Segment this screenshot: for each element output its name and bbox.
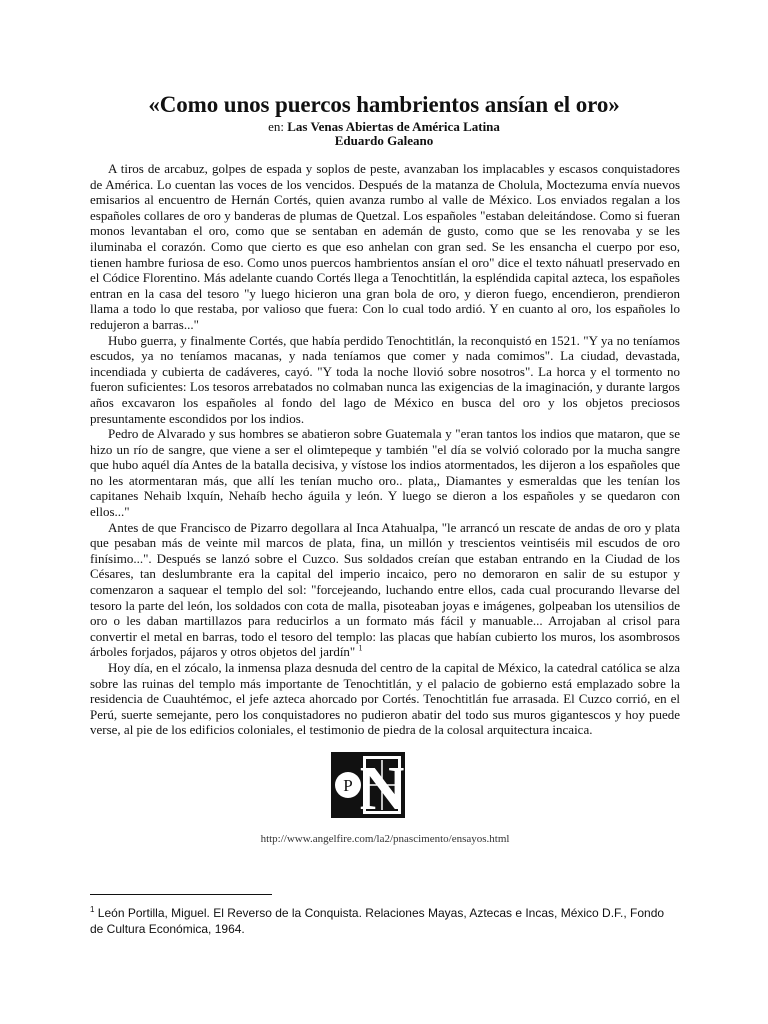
footnote-divider (90, 894, 272, 895)
source-prefix: en: (268, 119, 288, 134)
paragraph-5: Hoy día, en el zócalo, la inmensa plaza desnuda del centro de la capital de México, la catedral católica se alza sobre las ruinas del templo más importante de Tenochtitlán, y el palacio de gobierno está emplazado sobre la residencia de Cuauhtémoc, el jefe azteca ahorcado por Cortés. Tenochtitlán fue arrasada. El Cuzco corrió, en el Perú, suerte semejante, pero los conquistadores no pudieron abatir del todo sus muros gigantescos y hoy puede verse, al pie de los edificios coloniales, el testimonio de piedra de la colosal arquitectura incaica. (90, 660, 680, 738)
source-book-title: Las Venas Abiertas de América Latina (287, 119, 500, 134)
footnote-text: León Portilla, Miguel. El Reverso de la Conquista. Relaciones Mayas, Aztecas e Incas, México D.F., Fondo de Cultura Económica, 1964. (90, 906, 665, 936)
logo-letter-n: N (359, 755, 405, 818)
footnote-reference: 1 (358, 644, 363, 654)
document-title: «Como unos puercos hambrientos ansían el oro» (148, 92, 620, 117)
paragraph-2: Hubo guerra, y finalmente Cortés, que había perdido Tenochtitlán, la reconquistó en 1521. "Y ya no teníamos escudos, ya no teníamos macanas, y nada teníamos que comer y nada comimos". La ciudad, devastada, incendiada y cubierta de cadáveres, cayó. "Y toda la noche llovió sobre nosotros". La horca y el tormento no fueron suficientes: Los tesoros arrebatados no colmaban nunca las exigencias de la imaginación, y durante largos años excavaron los españoles al fondo del lago de México en busca del oro y los objetos preciosos presuntamente escondidos por los indios. (90, 332, 680, 426)
paragraph-4-text: Antes de que Francisco de Pizarro degollara al Inca Atahualpa, "le arrancó un rescate de andas de oro y plata que pesaban más de veinte mil marcos de plata, fina, un millón y trescientos veintiséis mil escudos de oro finísimo...". Después se lanzó sobre el Cuzco. Sus soldados creían que estaban entrando en la Ciudad de los Césares, tan deslumbrante era la capital del imperio incaico, pero no demoraron en salir de su estupor y comenzaron a saquear el templo del sol: "forcejeando, luchando entre ellos, cada cual procurando llevarse del tesoro la parte del león, los soldados con cota de malla, pisoteaban joyas e imágenes, golpeaban los utensilios de oro o les daban martillazos para reducirlos a un formato más fácil y manuable... Arrojaban al crisol para convertir el metal en barras, todo el tesoro del templo: las placas que habían cubierto los muros, los asombrosos árboles forjados, pájaros y otros objetos del jardín" (90, 519, 680, 660)
source-url-link[interactable]: http://www.angelfire.com/la2/pnascimento/ensayos.html (260, 833, 510, 845)
paragraph-1: A tiros de arcabuz, golpes de espada y soplos de peste, avanzaban los implacables y escasos conquistadores de América. Lo cuentan las voces de los vencidos. Después de la matanza de Cholula, Moctezuma envía nuevos emisarios al encuentro de Hernán Cortés, quien avanza rumbo al valle de México. Los enviados regalan a los españoles collares de oro y banderas de plumas de Quetzal. Los españoles "estaban deleitándose. Como si fueran monos levantaban el oro, como que se sentaban en ademán de gusto, como que se les renovaba y se les iluminaba el corazón. Como que cierto es que eso anhelan con gran sed. Se les ensancha el cuerpo por eso, tienen hambre furiosa de eso. Como unos puercos hambrientos ansían el oro" dice el texto náhuatl preservado en el Códice Florentino. Más adelante cuando Cortés llega a Tenochtitlán, la espléndida capital azteca, los españoles entran en la casa del tesoro "y luego hicieron una gran bola de oro, y dieron fuego, encendieron, prendieron llama a todo lo que restaba, por valioso que fuera: Con lo cual todo ardió. Y en cuanto al oro, los españoles lo redujeron a barras..." (90, 161, 680, 332)
footnote-marker: 1 (90, 905, 95, 914)
logo-letter-p: P (343, 776, 353, 795)
source-line (60, 119, 708, 134)
paragraph-3: Pedro de Alvarado y sus hombres se abatieron sobre Guatemala y "eran tantos los indios que mataron, que se hizo un río de sangre, que viene a ser el olimtepeque y también "el día se volvió colorado por la mucha sangre que hubo aquél día Antes de la batalla decisiva, y vístose los indios atormentados, les dijeron a los españoles que no les atormentaran más, que allí les tenían mucho oro.. plata,, Diamantes y esmeraldas que les tenían los capitanes Nehaib lxquín, Nehaíb hecho águila y león. Y luego se dieron a los españoles y se quedaron con ellos..." (90, 426, 680, 520)
footnote (90, 905, 680, 937)
paragraph-4 (90, 520, 680, 660)
article-body (90, 161, 680, 738)
author-name: Eduardo Galeano (334, 133, 434, 148)
publisher-logo-icon (331, 752, 405, 818)
